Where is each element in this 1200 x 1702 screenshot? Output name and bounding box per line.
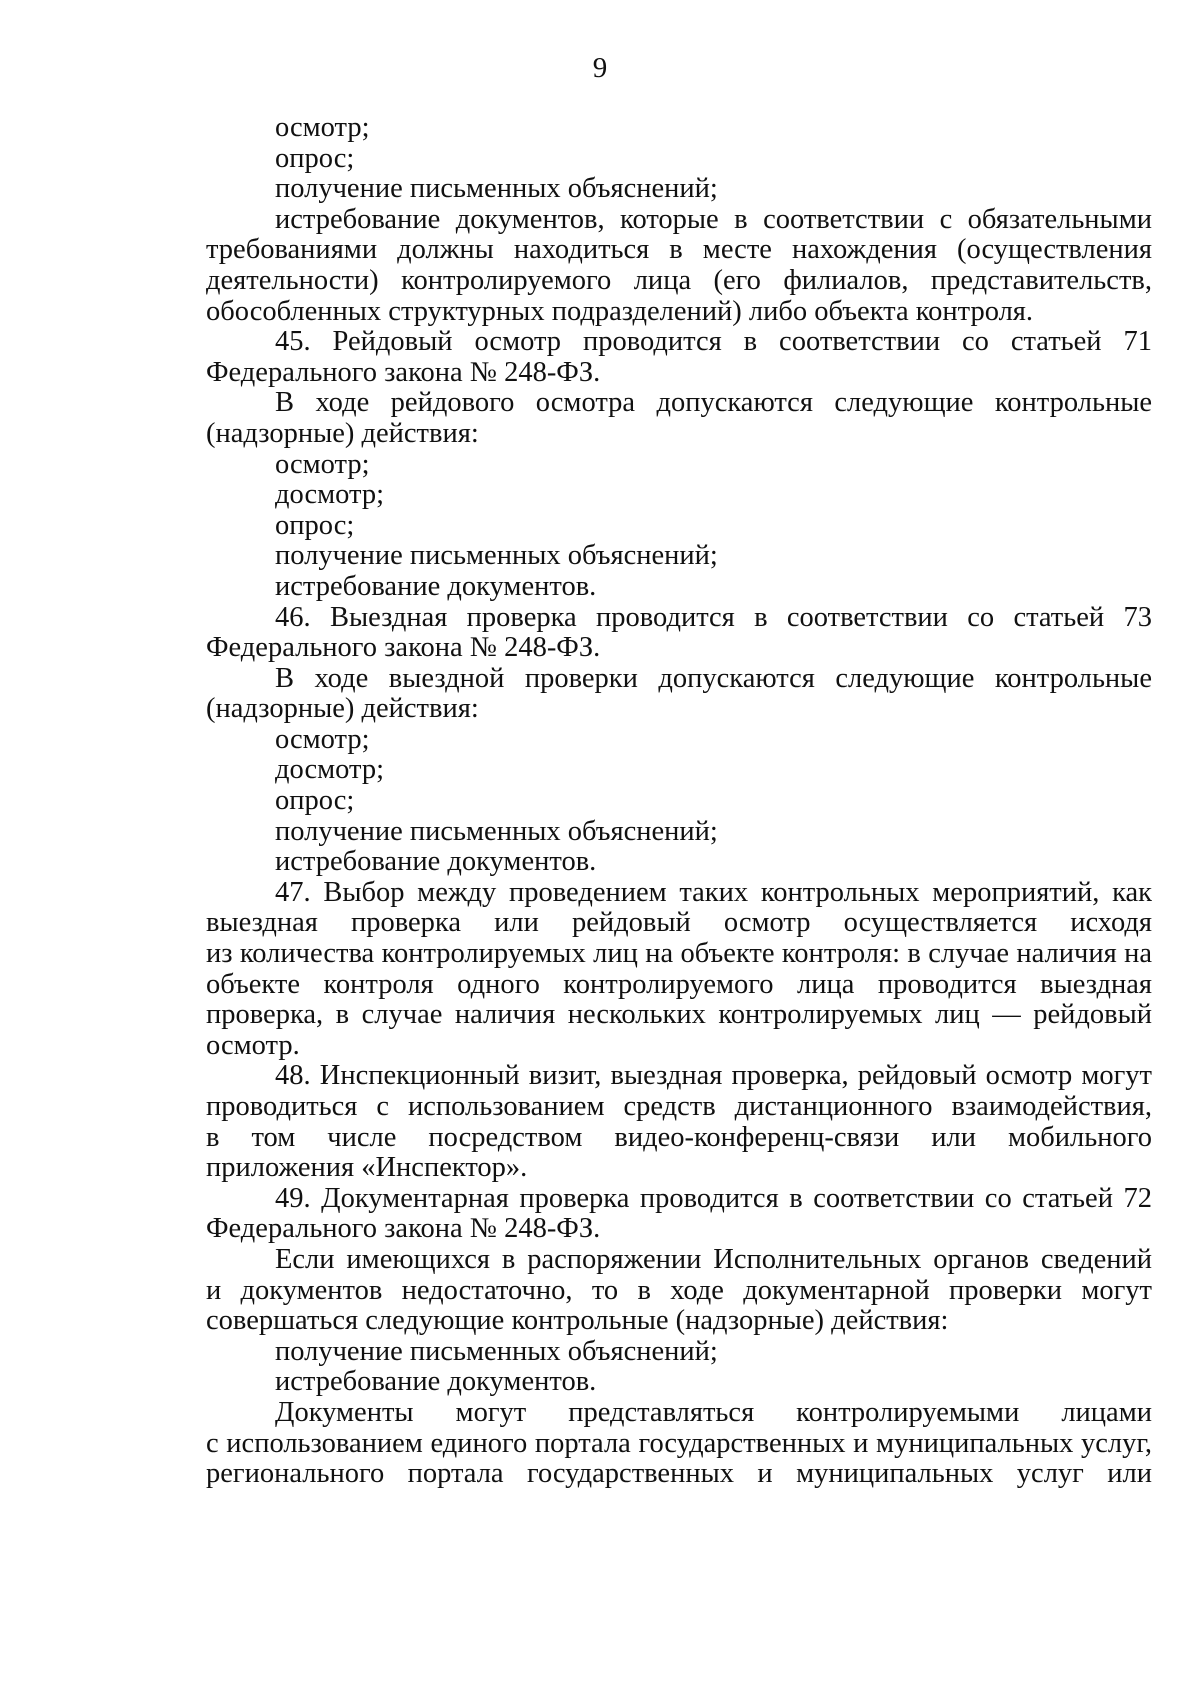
text-line: опрос; bbox=[275, 142, 355, 174]
text-line: 46. Выездная проверка проводится в соответствии со статьей 73 bbox=[275, 601, 1152, 633]
page-number: 9 bbox=[592, 52, 608, 84]
text-line: досмотр; bbox=[275, 754, 384, 786]
text-line: Если имеющихся в распоряжении Исполнительных органов сведений bbox=[275, 1243, 1152, 1275]
text-line: истребование документов. bbox=[275, 1366, 597, 1398]
text-line: досмотр; bbox=[275, 479, 384, 511]
text-line: истребование документов. bbox=[275, 570, 597, 602]
text-line: получение письменных объяснений; bbox=[275, 173, 718, 205]
text-line: объекте контроля одного контролируемого лица проводится выездная bbox=[206, 968, 1152, 1000]
text-line: Федерального закона № 248-ФЗ. bbox=[206, 632, 601, 664]
text-line: истребование документов, которые в соответствии с обязательными bbox=[275, 203, 1152, 235]
text-line: Федерального закона № 248-ФЗ. bbox=[206, 1213, 601, 1245]
text-line: совершаться следующие контрольные (надзорные) действия: bbox=[206, 1305, 949, 1337]
text-line: осмотр; bbox=[275, 723, 370, 755]
text-line: получение письменных объяснений; bbox=[275, 815, 718, 847]
text-line: осмотр. bbox=[206, 1029, 300, 1061]
text-line: осмотр; bbox=[275, 112, 370, 143]
text-line: выездная проверка или рейдовый осмотр осуществляется исходя bbox=[206, 907, 1152, 939]
text-line: опрос; bbox=[275, 785, 355, 817]
text-line: 47. Выбор между проведением таких контрольных мероприятий, как bbox=[275, 876, 1152, 908]
text-line: (надзорные) действия: bbox=[206, 417, 479, 449]
text-line: регионального портала государственных и муниципальных услуг или bbox=[206, 1458, 1152, 1490]
text-line: и документов недостаточно, то в ходе документарной проверки могут bbox=[206, 1274, 1152, 1306]
text-line: Документы могут представляться контролируемыми лицами bbox=[275, 1396, 1152, 1428]
text-line: из количества контролируемых лиц на объекте контроля: в случае наличия на bbox=[206, 938, 1152, 970]
text-line: истребование документов. bbox=[275, 846, 597, 878]
text-line: В ходе выездной проверки допускаются следующие контрольные bbox=[275, 662, 1152, 694]
text-line: получение письменных объяснений; bbox=[275, 540, 718, 572]
text-line: в том числе посредством видео-конференц-связи или мобильного bbox=[206, 1121, 1152, 1153]
text-line: 48. Инспекционный визит, выездная проверка, рейдовый осмотр могут bbox=[275, 1060, 1152, 1092]
text-line: (надзорные) действия: bbox=[206, 693, 479, 725]
text-line: осмотр; bbox=[275, 448, 370, 480]
text-line: получение письменных объяснений; bbox=[275, 1335, 718, 1367]
text-line: обособленных структурных подразделений) либо объекта контроля. bbox=[206, 295, 1034, 327]
text-line: проводиться с использованием средств дистанционного взаимодействия, bbox=[206, 1091, 1152, 1122]
text-line: требованиями должны находиться в месте нахождения (осуществления bbox=[206, 234, 1152, 266]
text-line: приложения «Инспектор». bbox=[206, 1152, 528, 1184]
text-line: В ходе рейдового осмотра допускаются следующие контрольные bbox=[275, 387, 1152, 419]
text-line: Федерального закона № 248-ФЗ. bbox=[206, 356, 601, 388]
document-body bbox=[206, 113, 1152, 1490]
text-line: деятельности) контролируемого лица (его филиалов, представительств, bbox=[206, 264, 1152, 296]
text-line: опрос; bbox=[275, 509, 355, 541]
text-line: с использованием единого портала государственных и муниципальных услуг, bbox=[206, 1427, 1152, 1459]
text-line: 49. Документарная проверка проводится в соответствии со статьей 72 bbox=[275, 1182, 1152, 1214]
text-line: 45. Рейдовый осмотр проводится в соответствии со статьей 71 bbox=[275, 326, 1152, 358]
text-line: проверка, в случае наличия нескольких контролируемых лиц — рейдовый bbox=[206, 999, 1152, 1031]
